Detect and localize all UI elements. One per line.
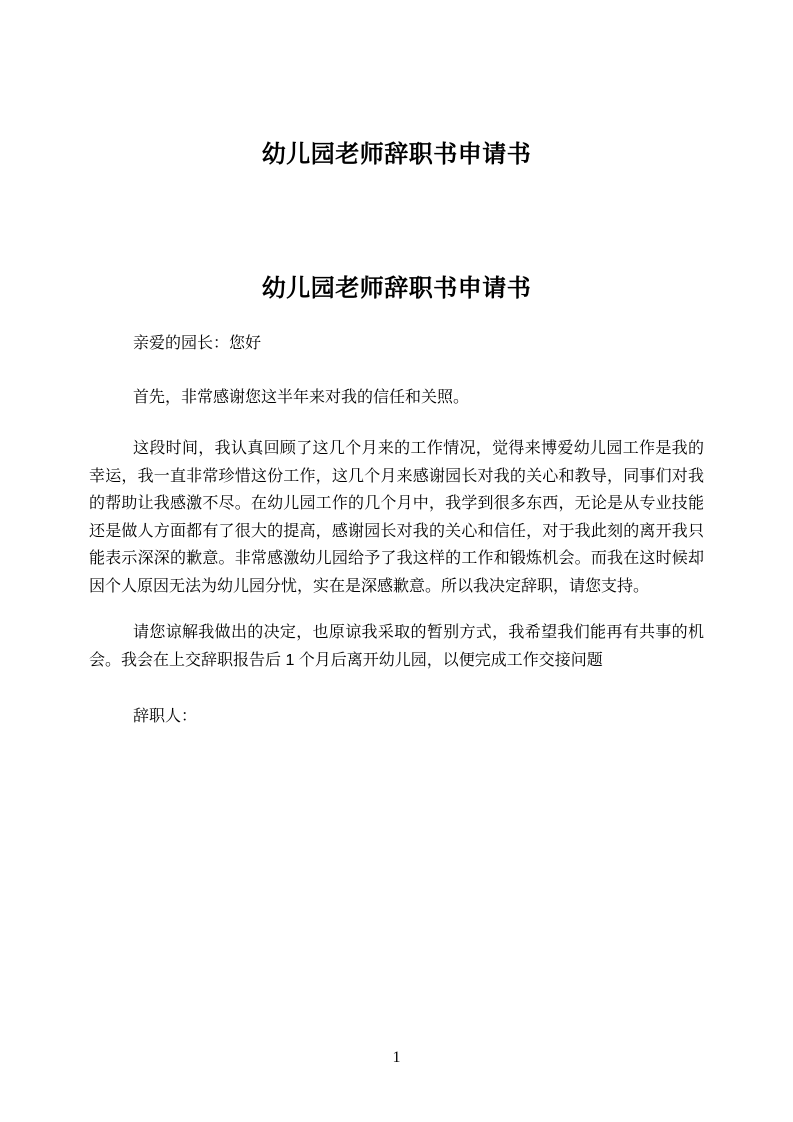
- document-title: 幼儿园老师辞职书申请书: [261, 275, 532, 302]
- page-number: 1: [392, 1049, 401, 1066]
- greeting-line: 亲爱的园长：您好: [133, 335, 262, 352]
- document-content: [0, 139, 793, 731]
- paragraph-closing-request: 请您谅解我做出的决定，也原谅我采取的暂别方式，我希望我们能再有共事的机会。我会在上交辞职报告后 1 个月后离开幼儿园，以便完成工作交接问题: [89, 624, 704, 669]
- paragraph-opening-thanks: 首先，非常感谢您这半年来对我的信任和关照。: [133, 388, 470, 406]
- paragraph-body-reflection: 这段时间，我认真回顾了这几个月来的工作情况，觉得来博爱幼儿园工作是我的幸运，我一直非常珍惜这份工作，这几个月来感谢园长对我的关心和教导，同事们对我的帮助让我感激不尽。在幼儿园工作的几个月中，我学到很多东西，无论是从专业技能还是做人方面都有了很大的提高，感谢园长对我的关心和信任，对于我此刻的离开我只能表示深深的歉意。非常感激幼儿园给予了我这样的工作和锻炼机会。而我在这时候却因个人原因无法为幼儿园分忧，实在是深感歉意。所以我决定辞职，请您支持。: [89, 440, 704, 595]
- signature-label: 辞职人：: [133, 708, 198, 725]
- page-footer: [0, 1048, 793, 1068]
- document-header-title: 幼儿园老师辞职书申请书: [261, 141, 532, 168]
